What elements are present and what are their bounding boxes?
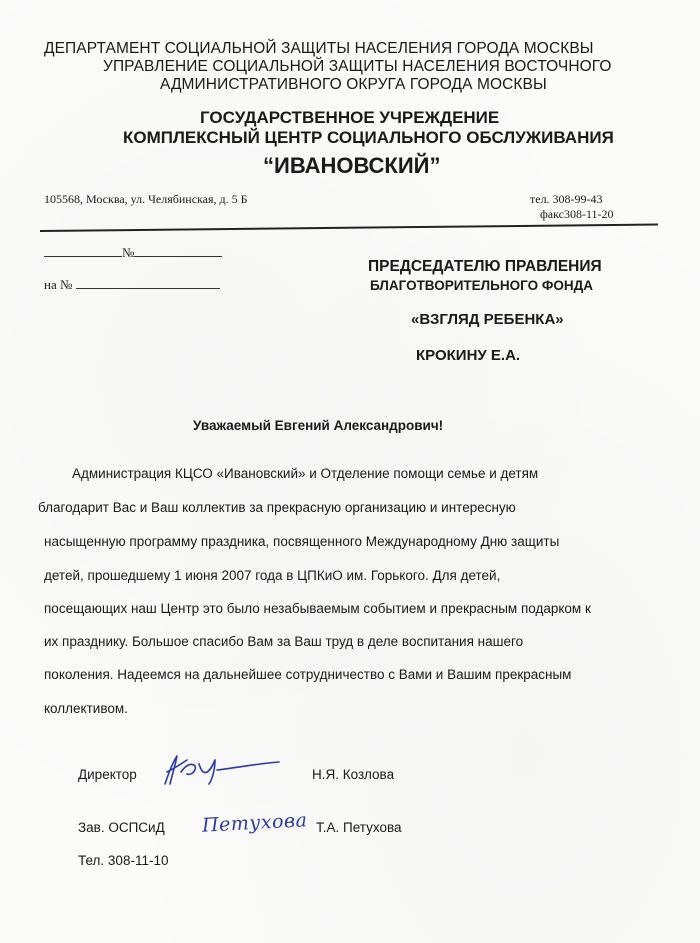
addressee-person: КРОКИНУ Е.А. xyxy=(416,347,521,364)
number-sign: № xyxy=(122,245,135,260)
head-title: Зав. ОСПСиД xyxy=(78,820,165,835)
body-line: посещающих наш Центр это было незабываемым событием и прекрасным подарком к xyxy=(44,601,591,616)
body-line: их празднику. Большое спасибо Вам за Ваш труд в деле воспитания нашего xyxy=(44,634,524,649)
body-line: благодарит Вас и Ваш коллектив за прекрасную организацию и интересную xyxy=(38,500,516,515)
org-line-1: ГОСУДАРСТВЕННОЕ УЧРЕЖДЕНИЕ xyxy=(200,108,500,127)
director-signature xyxy=(155,750,285,790)
header-divider xyxy=(40,224,658,232)
org-address: 105568, Москва, ул. Челябинская, д. 5 Б xyxy=(44,192,248,206)
fund-name: «ВЗГЛЯД РЕБЕНКА» xyxy=(411,311,564,328)
org-phone: тел. 308-99-43 xyxy=(530,192,603,206)
addressee-line-1: ПРЕДСЕДАТЕЛЮ ПРАВЛЕНИЯ xyxy=(368,258,602,275)
salutation: Уважаемый Евгений Александрович! xyxy=(193,418,444,433)
head-name: Т.А. Петухова xyxy=(316,820,402,835)
body-line: насыщенную программу праздника, посвященного Международному Дню защиты xyxy=(44,534,560,549)
addressee-line-2: БЛАГОТВОРИТЕЛЬНОГО ФОНДА xyxy=(370,278,593,293)
body-line: поколения. Надеемся на дальнейшее сотрудничество с Вами и Вашим прекрасным xyxy=(44,667,572,682)
in-reply-label: на № xyxy=(44,277,73,292)
body-line: Администрация КЦСО «Ивановский» и Отделение помощи семье и детям xyxy=(72,466,539,481)
org-name: “ИВАНОВСКИЙ” xyxy=(263,153,441,178)
org-line-2: КОМПЛЕКСНЫЙ ЦЕНТР СОЦИАЛЬНОГО ОБСЛУЖИВАНИЯ xyxy=(123,128,614,147)
dept-line-1: ДЕПАРТАМЕНТ СОЦИАЛЬНОЙ ЗАЩИТЫ НАСЕЛЕНИЯ ГОРОДА МОСКВЫ xyxy=(44,40,594,57)
outgoing-number-field xyxy=(44,244,222,261)
contact-phone: Тел. 308-11-10 xyxy=(78,853,169,868)
director-name: Н.Я. Козлова xyxy=(312,767,395,782)
dept-line-2: УПРАВЛЕНИЕ СОЦИАЛЬНОЙ ЗАЩИТЫ НАСЕЛЕНИЯ ВОСТОЧНОГО xyxy=(103,58,612,75)
org-fax: факс308-11-20 xyxy=(540,207,614,221)
body-line: детей, прошедшему 1 июня 2007 года в ЦПКиО им. Горького. Для детей, xyxy=(44,568,501,583)
body-line: коллективом. xyxy=(44,701,128,716)
dept-line-3: АДМИНИСТРАТИВНОГО ОКРУГА ГОРОДА МОСКВЫ xyxy=(160,76,547,93)
director-title: Директор xyxy=(78,767,137,782)
head-signature: Петухова xyxy=(201,809,308,837)
incoming-number-field xyxy=(44,276,220,293)
